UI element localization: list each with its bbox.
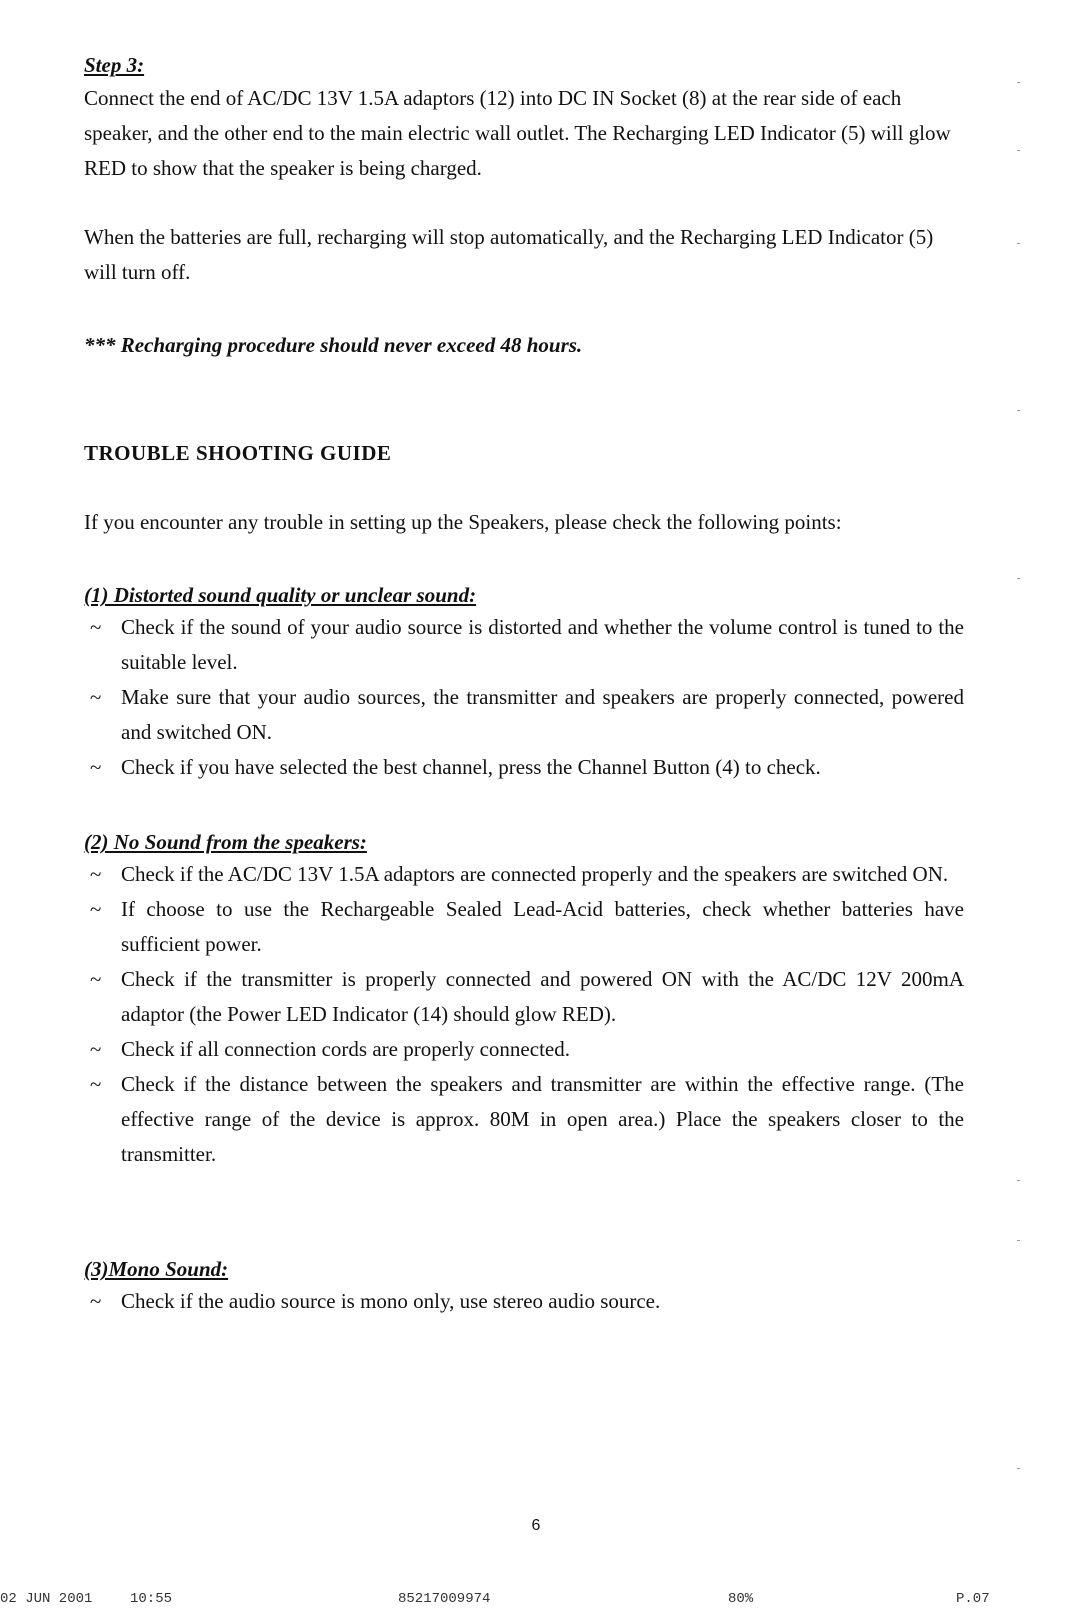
scan-speck [1017,82,1020,83]
section-list-mono-sound [84,1284,964,1319]
scan-speck [1017,150,1020,151]
list-item [84,892,964,962]
scan-speck [1017,1180,1020,1181]
list-item-text: Check if the distance between the speakers and transmitter are within the effective range. (The effective range of the device is approx. 80M in open area.) Place the speakers closer to the transmitter. [121,1072,964,1166]
recharge-warning: *** Recharging procedure should never exceed 48 hours. [84,333,583,357]
bullet-tilde: ~ [90,862,102,886]
troubleshooting-title: TROUBLE SHOOTING GUIDE [84,441,392,465]
fax-percent: 80% [728,1591,754,1607]
step-heading: Step 3: [84,53,145,77]
list-item [84,962,964,1032]
bullet-tilde: ~ [90,1072,102,1096]
bullet-tilde: ~ [90,967,102,991]
bullet-tilde: ~ [90,615,102,639]
bullet-tilde: ~ [90,1289,102,1313]
scan-speck [1017,410,1020,411]
list-item [84,857,964,892]
section-heading-distorted-sound: (1) Distorted sound quality or unclear sound: [84,583,477,607]
fax-time: 10:55 [130,1591,173,1607]
step-paragraph-2: When the batteries are full, recharging will stop automatically, and the Recharging LED Indicator (5) will turn off. [84,225,934,284]
list-item-text: Check if the sound of your audio source is distorted and whether the volume control is tuned to the suitable level. [121,615,964,674]
scan-speck [1017,578,1020,579]
troubleshooting-intro: If you encounter any trouble in setting up the Speakers, please check the following points: [84,510,842,534]
scan-speck [1017,243,1020,244]
section-heading-mono-sound: (3)Mono Sound: [84,1257,229,1281]
list-item-text: Check if the AC/DC 13V 1.5A adaptors are connected properly and the speakers are switched ON. [121,862,949,886]
list-item-text: Check if the audio source is mono only, use stereo audio source. [121,1289,661,1313]
fax-date: 02 JUN 2001 [0,1591,93,1607]
step-paragraph-1: Connect the end of AC/DC 13V 1.5A adaptors (12) into DC IN Socket (8) at the rear side of each speaker, and the other end to the main electric wall outlet. The Recharging LED Indicator (5) will glow RED to show that the speaker is being charged. [84,86,951,180]
list-item-text: Check if the transmitter is properly connected and powered ON with the AC/DC 12V 200mA adaptor (the Power LED Indicator (14) should glow RED). [121,967,964,1026]
list-item [84,750,964,785]
fax-number: 85217009974 [398,1591,491,1607]
section-list-distorted-sound [84,610,964,785]
scan-speck [1017,1240,1020,1241]
list-item-text: If choose to use the Rechargeable Sealed Lead-Acid batteries, check whether batteries have sufficient power. [121,897,964,956]
bullet-tilde: ~ [90,897,102,921]
list-item-text: Make sure that your audio sources, the transmitter and speakers are properly connected, powered and switched ON. [121,685,964,744]
list-item [84,1284,964,1319]
scan-speck [1017,1468,1020,1469]
section-list-no-sound [84,857,964,1172]
list-item [84,1067,964,1172]
section-heading-no-sound: (2) No Sound from the speakers: [84,830,367,854]
list-item-text: Check if all connection cords are properly connected. [121,1037,570,1061]
bullet-tilde: ~ [90,685,102,709]
fax-footer [0,1578,1072,1607]
fax-page: P.07 [956,1591,990,1607]
bullet-tilde: ~ [90,1037,102,1061]
list-item [84,1032,964,1067]
page-number: 6 [531,1517,541,1534]
list-item [84,680,964,750]
bullet-tilde: ~ [90,755,102,779]
list-item [84,610,964,680]
list-item-text: Check if you have selected the best channel, press the Channel Button (4) to check. [121,755,821,779]
